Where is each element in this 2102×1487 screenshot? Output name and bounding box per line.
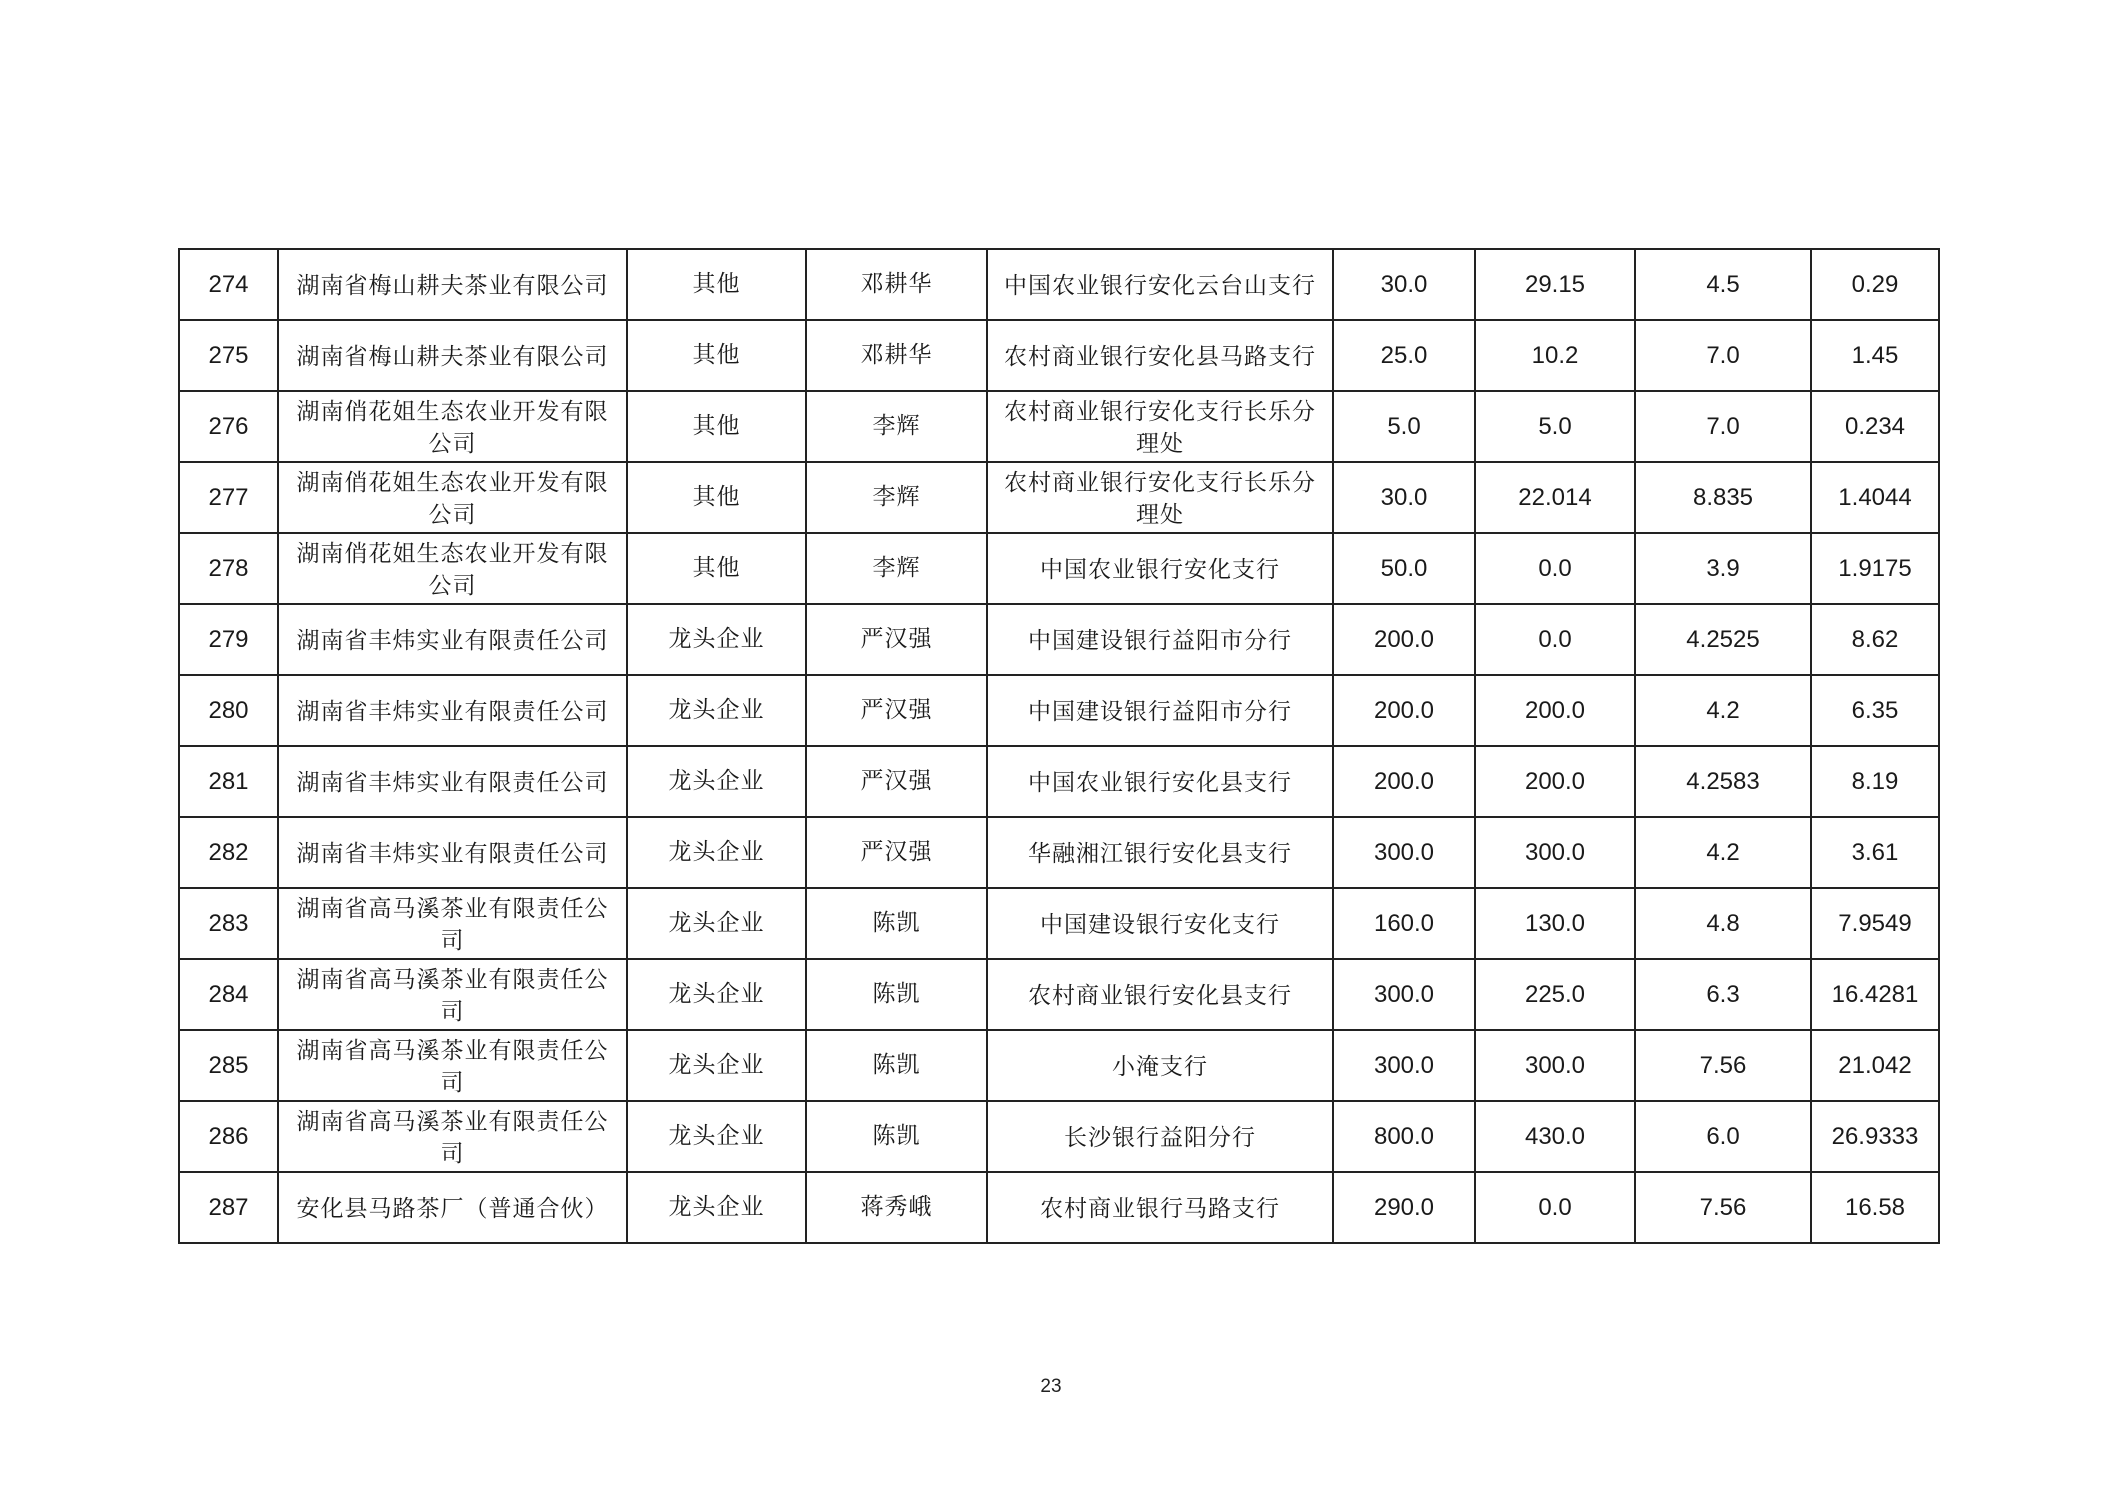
- table-row: [179, 1030, 1939, 1101]
- cell-enterprise-type: 龙头企业: [627, 604, 806, 675]
- table-body: [179, 249, 1939, 1243]
- cell-company-name: 湖南省丰炜实业有限责任公司: [278, 604, 627, 675]
- cell-contact-person: 蒋秀峨: [806, 1172, 987, 1243]
- cell-contact-person: 陈凯: [806, 888, 987, 959]
- cell-contact-person: 严汉强: [806, 604, 987, 675]
- cell-value-2: 200.0: [1475, 746, 1635, 817]
- cell-company-name: 湖南省梅山耕夫茶业有限公司: [278, 249, 627, 320]
- cell-bank-name: 中国建设银行益阳市分行: [987, 604, 1333, 675]
- cell-row-number: 279: [179, 604, 278, 675]
- cell-value-2: 29.15: [1475, 249, 1635, 320]
- cell-value-2: 430.0: [1475, 1101, 1635, 1172]
- cell-contact-person: 邓耕华: [806, 320, 987, 391]
- cell-row-number: 283: [179, 888, 278, 959]
- cell-enterprise-type: 龙头企业: [627, 1101, 806, 1172]
- cell-row-number: 276: [179, 391, 278, 462]
- cell-value-3: 4.2583: [1635, 746, 1811, 817]
- table-row: [179, 1101, 1939, 1172]
- cell-value-2: 22.014: [1475, 462, 1635, 533]
- cell-row-number: 277: [179, 462, 278, 533]
- cell-value-3: 7.0: [1635, 391, 1811, 462]
- cell-company-name: 湖南俏花姐生态农业开发有限公司: [278, 462, 627, 533]
- cell-contact-person: 李辉: [806, 533, 987, 604]
- cell-value-1: 300.0: [1333, 817, 1475, 888]
- cell-value-3: 4.8: [1635, 888, 1811, 959]
- cell-value-4: 0.29: [1811, 249, 1939, 320]
- cell-value-3: 3.9: [1635, 533, 1811, 604]
- cell-row-number: 280: [179, 675, 278, 746]
- cell-bank-name: 中国农业银行安化支行: [987, 533, 1333, 604]
- cell-value-4: 16.4281: [1811, 959, 1939, 1030]
- cell-value-3: 7.0: [1635, 320, 1811, 391]
- cell-value-4: 1.9175: [1811, 533, 1939, 604]
- cell-contact-person: 邓耕华: [806, 249, 987, 320]
- table-row: [179, 888, 1939, 959]
- cell-company-name: 安化县马路茶厂（普通合伙）: [278, 1172, 627, 1243]
- cell-bank-name: 中国建设银行益阳市分行: [987, 675, 1333, 746]
- cell-company-name: 湖南省梅山耕夫茶业有限公司: [278, 320, 627, 391]
- table-row: [179, 817, 1939, 888]
- cell-bank-name: 中国农业银行安化云台山支行: [987, 249, 1333, 320]
- cell-value-3: 4.2: [1635, 817, 1811, 888]
- cell-bank-name: 农村商业银行安化县马路支行: [987, 320, 1333, 391]
- cell-bank-name: 小淹支行: [987, 1030, 1333, 1101]
- cell-row-number: 287: [179, 1172, 278, 1243]
- cell-enterprise-type: 龙头企业: [627, 746, 806, 817]
- cell-value-3: 6.0: [1635, 1101, 1811, 1172]
- cell-enterprise-type: 龙头企业: [627, 1172, 806, 1243]
- cell-value-4: 3.61: [1811, 817, 1939, 888]
- cell-bank-name: 农村商业银行马路支行: [987, 1172, 1333, 1243]
- cell-company-name: 湖南俏花姐生态农业开发有限公司: [278, 391, 627, 462]
- cell-value-1: 50.0: [1333, 533, 1475, 604]
- cell-value-3: 4.2525: [1635, 604, 1811, 675]
- cell-enterprise-type: 龙头企业: [627, 1030, 806, 1101]
- cell-value-2: 300.0: [1475, 817, 1635, 888]
- cell-enterprise-type: 其他: [627, 533, 806, 604]
- cell-company-name: 湖南省丰炜实业有限责任公司: [278, 675, 627, 746]
- cell-value-2: 300.0: [1475, 1030, 1635, 1101]
- cell-bank-name: 农村商业银行安化县支行: [987, 959, 1333, 1030]
- cell-enterprise-type: 其他: [627, 391, 806, 462]
- table-row: [179, 533, 1939, 604]
- cell-value-2: 130.0: [1475, 888, 1635, 959]
- cell-bank-name: 华融湘江银行安化县支行: [987, 817, 1333, 888]
- cell-contact-person: 严汉强: [806, 746, 987, 817]
- cell-value-3: 4.2: [1635, 675, 1811, 746]
- cell-enterprise-type: 龙头企业: [627, 675, 806, 746]
- cell-value-3: 6.3: [1635, 959, 1811, 1030]
- cell-value-4: 8.19: [1811, 746, 1939, 817]
- cell-company-name: 湖南省高马溪茶业有限责任公司: [278, 1030, 627, 1101]
- cell-value-1: 800.0: [1333, 1101, 1475, 1172]
- cell-value-1: 30.0: [1333, 462, 1475, 533]
- cell-bank-name: 长沙银行益阳分行: [987, 1101, 1333, 1172]
- cell-value-2: 225.0: [1475, 959, 1635, 1030]
- cell-value-2: 0.0: [1475, 604, 1635, 675]
- cell-row-number: 284: [179, 959, 278, 1030]
- table-row: [179, 462, 1939, 533]
- cell-enterprise-type: 其他: [627, 462, 806, 533]
- cell-value-1: 200.0: [1333, 746, 1475, 817]
- cell-enterprise-type: 龙头企业: [627, 888, 806, 959]
- cell-contact-person: 陈凯: [806, 1030, 987, 1101]
- cell-value-4: 26.9333: [1811, 1101, 1939, 1172]
- table-row: [179, 604, 1939, 675]
- cell-value-1: 290.0: [1333, 1172, 1475, 1243]
- cell-contact-person: 严汉强: [806, 675, 987, 746]
- cell-value-1: 25.0: [1333, 320, 1475, 391]
- cell-value-4: 1.4044: [1811, 462, 1939, 533]
- cell-value-2: 10.2: [1475, 320, 1635, 391]
- cell-bank-name: 中国建设银行安化支行: [987, 888, 1333, 959]
- cell-row-number: 281: [179, 746, 278, 817]
- cell-value-2: 0.0: [1475, 1172, 1635, 1243]
- cell-row-number: 278: [179, 533, 278, 604]
- cell-bank-name: 农村商业银行安化支行长乐分理处: [987, 462, 1333, 533]
- cell-enterprise-type: 其他: [627, 249, 806, 320]
- cell-company-name: 湖南省高马溪茶业有限责任公司: [278, 888, 627, 959]
- cell-value-4: 7.9549: [1811, 888, 1939, 959]
- cell-value-4: 1.45: [1811, 320, 1939, 391]
- table-row: [179, 391, 1939, 462]
- loan-table: [178, 248, 1940, 1244]
- cell-value-4: 8.62: [1811, 604, 1939, 675]
- cell-value-3: 8.835: [1635, 462, 1811, 533]
- table-row: [179, 249, 1939, 320]
- cell-company-name: 湖南省高马溪茶业有限责任公司: [278, 959, 627, 1030]
- cell-company-name: 湖南省高马溪茶业有限责任公司: [278, 1101, 627, 1172]
- cell-value-3: 7.56: [1635, 1030, 1811, 1101]
- cell-enterprise-type: 其他: [627, 320, 806, 391]
- cell-value-1: 30.0: [1333, 249, 1475, 320]
- cell-value-2: 5.0: [1475, 391, 1635, 462]
- cell-value-2: 0.0: [1475, 533, 1635, 604]
- cell-row-number: 285: [179, 1030, 278, 1101]
- cell-value-2: 200.0: [1475, 675, 1635, 746]
- cell-value-4: 0.234: [1811, 391, 1939, 462]
- table-row: [179, 746, 1939, 817]
- cell-value-1: 200.0: [1333, 675, 1475, 746]
- cell-contact-person: 陈凯: [806, 959, 987, 1030]
- table-row: [179, 320, 1939, 391]
- cell-row-number: 275: [179, 320, 278, 391]
- cell-value-1: 5.0: [1333, 391, 1475, 462]
- cell-value-4: 21.042: [1811, 1030, 1939, 1101]
- cell-row-number: 286: [179, 1101, 278, 1172]
- cell-row-number: 282: [179, 817, 278, 888]
- cell-value-4: 16.58: [1811, 1172, 1939, 1243]
- cell-contact-person: 严汉强: [806, 817, 987, 888]
- cell-bank-name: 中国农业银行安化县支行: [987, 746, 1333, 817]
- cell-company-name: 湖南省丰炜实业有限责任公司: [278, 817, 627, 888]
- page-number: 23: [1040, 1376, 1062, 1397]
- cell-enterprise-type: 龙头企业: [627, 959, 806, 1030]
- table-row: [179, 1172, 1939, 1243]
- cell-value-1: 300.0: [1333, 959, 1475, 1030]
- cell-enterprise-type: 龙头企业: [627, 817, 806, 888]
- cell-value-3: 4.5: [1635, 249, 1811, 320]
- table-row: [179, 675, 1939, 746]
- cell-row-number: 274: [179, 249, 278, 320]
- cell-value-1: 160.0: [1333, 888, 1475, 959]
- cell-company-name: 湖南俏花姐生态农业开发有限公司: [278, 533, 627, 604]
- cell-contact-person: 李辉: [806, 462, 987, 533]
- cell-value-4: 6.35: [1811, 675, 1939, 746]
- cell-value-3: 7.56: [1635, 1172, 1811, 1243]
- cell-company-name: 湖南省丰炜实业有限责任公司: [278, 746, 627, 817]
- cell-bank-name: 农村商业银行安化支行长乐分理处: [987, 391, 1333, 462]
- table-row: [179, 959, 1939, 1030]
- cell-value-1: 200.0: [1333, 604, 1475, 675]
- cell-contact-person: 李辉: [806, 391, 987, 462]
- cell-contact-person: 陈凯: [806, 1101, 987, 1172]
- cell-value-1: 300.0: [1333, 1030, 1475, 1101]
